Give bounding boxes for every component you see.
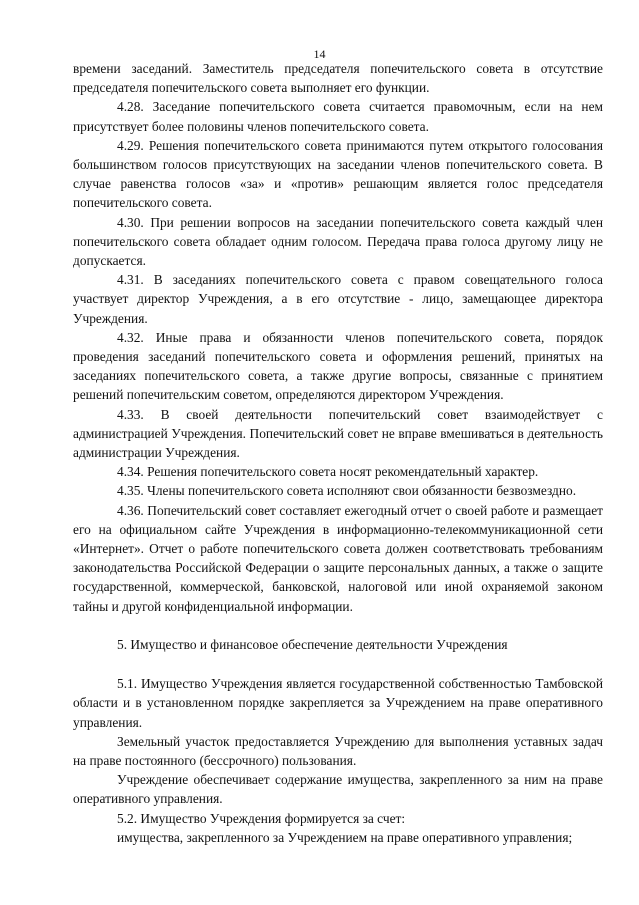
paragraph-4-31: 4.31. В заседаниях попечительского совета с правом совещательного голоса участвует директор Учреждения, а в его отсутствие - лицо, замещающее директора Учреждения.: [73, 272, 603, 326]
page-number: 14: [313, 47, 326, 61]
paragraph-property-maintenance: Учреждение обеспечивает содержание имущества, закрепленного за ним на праве оперативного управления.: [73, 772, 603, 807]
paragraph-4-29: 4.29. Решения попечительского совета принимаются путем открытого голосования большинством голосов присутствующих на заседании членов попечительского совета. В случае равенства голосов «за» и «против» решающим является голос председателя попечительского совета.: [73, 137, 603, 211]
paragraph-4-36: 4.36. Попечительский совет составляет ежегодный отчет о своей работе и размещает его на официальном сайте Учреждения в информационно-телекоммуникационной сети «Интернет». Отчет о работе попечительского совета должен соответствовать требованиям законодательства Российской Федерации о защите персональных данных, а также о защите государственной, коммерческой, банковской, налоговой или иной охраняемой законом тайны и другой конфиденциальной информации.: [73, 502, 603, 614]
paragraph-5-1: 5.1. Имущество Учреждения является государственной собственностью Тамбовской области и в установленном порядке закрепляется за Учреждением на праве оперативного управления.: [73, 676, 603, 730]
paragraph-5-2-item: имущества, закрепленного за Учреждением на праве оперативного управления;: [117, 829, 573, 845]
paragraph-land-plot: Земельный участок предоставляется Учреждению для выполнения уставных задач на праве постоянного (бессрочного) пользования.: [73, 733, 603, 768]
paragraph-4-28: 4.28. Заседание попечительского совета считается правомочным, если на нем присутствует более половины членов попечительского совета.: [73, 99, 603, 134]
paragraph-4-34: 4.34. Решения попечительского совета носят рекомендательный характер.: [117, 464, 539, 480]
paragraph-4-33: 4.33. В своей деятельности попечительский совет взаимодействует с администрацией Учреждения. Попечительский совет не вправе вмешиваться в деятельность администрации Учреждения.: [73, 406, 603, 461]
section-heading: 5. Имущество и финансовое обеспечение деятельности Учреждения: [117, 636, 508, 652]
paragraph-4-35: 4.35. Члены попечительского совета исполняют свои обязанности безвозмездно.: [117, 483, 577, 499]
paragraph-5-2: 5.2. Имущество Учреждения формируется за счет:: [117, 810, 406, 826]
document-body: [73, 59, 603, 847]
paragraph-4-32: 4.32. Иные права и обязанности членов попечительского совета, порядок проведения заседаний попечительского совета и оформления решений, принятых на заседаниях попечительского совета, а также другие вопросы, связанные с принятием решений попечительским советом, определяются директором Учреждения.: [73, 329, 603, 403]
paragraph-continuation: времени заседаний. Заместитель председателя попечительского совета в отсутствие председателя попечительского совета выполняет его функции.: [73, 61, 603, 96]
paragraph-4-30: 4.30. При решении вопросов на заседании попечительского совета каждый член попечительского совета обладает одним голосом. Передача права голоса другому лицу не допускается.: [73, 214, 603, 269]
